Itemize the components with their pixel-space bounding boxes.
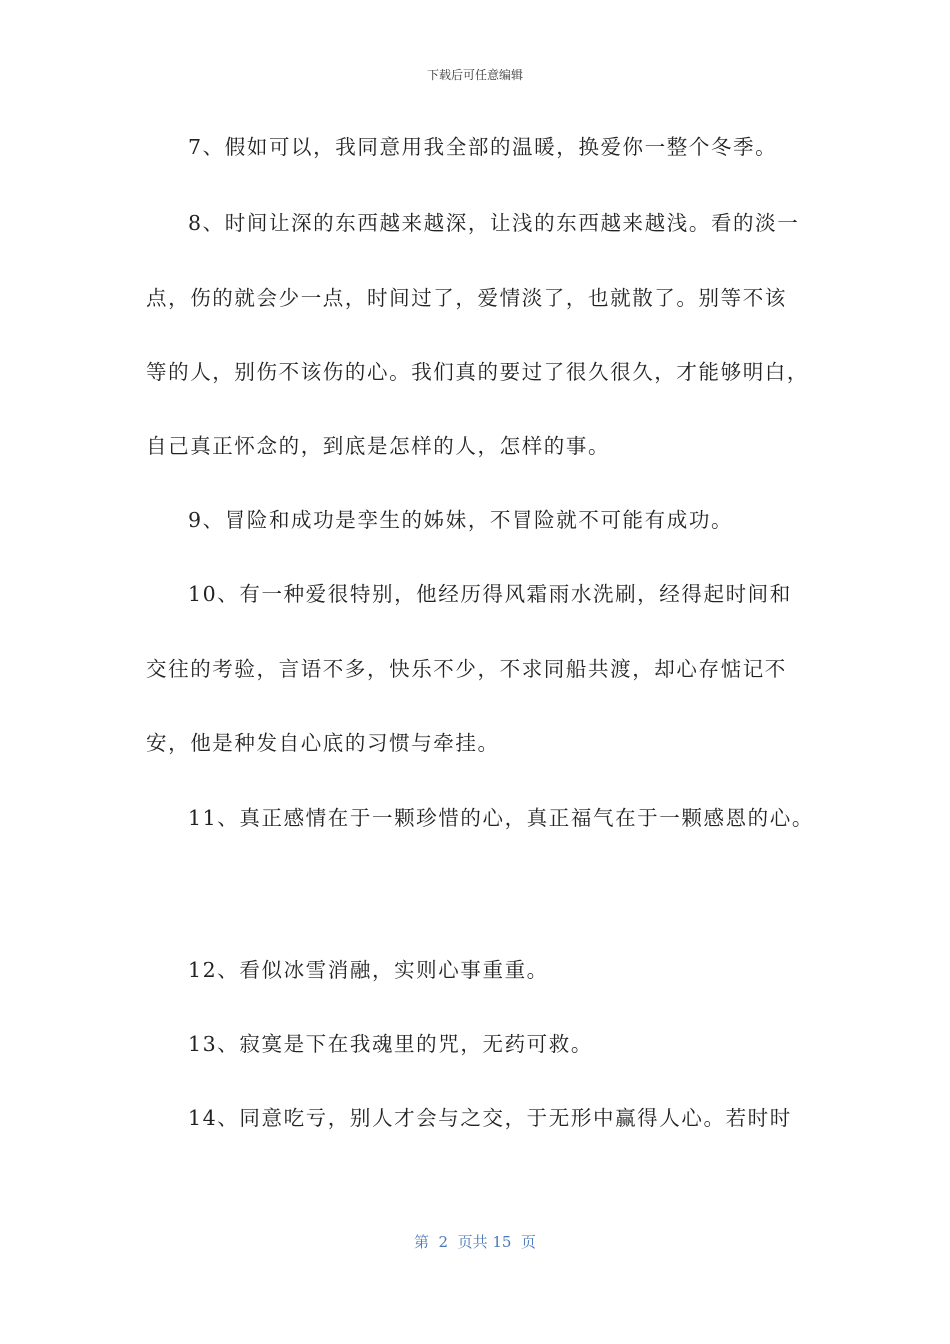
paragraph-line: 10、有一种爱很特别，他经历得风霜雨水洗刷，经得起时间和 [188,582,792,606]
paragraph-line: 11、真正感情在于一颗珍惜的心，真正福气在于一颗感恩的心。 [188,806,814,830]
paragraph-line: 自己真正怀念的，到底是怎样的人，怎样的事。 [146,434,611,458]
paragraph-line: 9、冒险和成功是孪生的姊妹，不冒险就不可能有成功。 [188,508,734,532]
paragraph-line: 8、时间让深的东西越来越深，让浅的东西越来越浅。看的淡一 [188,211,800,235]
page-footer: 第 2 页共 15 页 [413,1233,536,1251]
paragraph-line: 12、看似冰雪消融，实则心事重重。 [188,958,549,982]
page-header: 下载后可任意编辑 [426,68,523,82]
paragraph-line: 7、假如可以，我同意用我全部的温暖，换爱你一整个冬季。 [188,135,778,159]
paragraph-line: 13、寂寞是下在我魂里的咒，无药可救。 [188,1032,593,1056]
paragraph-line: 等的人，别伤不该伤的心。我们真的要过了很久很久，才能够明白， [146,360,809,384]
paragraph-line: 点，伤的就会少一点，时间过了，爱情淡了，也就散了。别等不该 [146,286,787,310]
paragraph-line: 安，他是种发自心底的习惯与牵挂。 [146,731,500,755]
paragraph-line: 交往的考验，言语不多，快乐不少，不求同船共渡，却心存惦记不 [146,657,787,681]
paragraph-line: 14、同意吃亏，别人才会与之交，于无形中赢得人心。若时时 [188,1106,792,1130]
